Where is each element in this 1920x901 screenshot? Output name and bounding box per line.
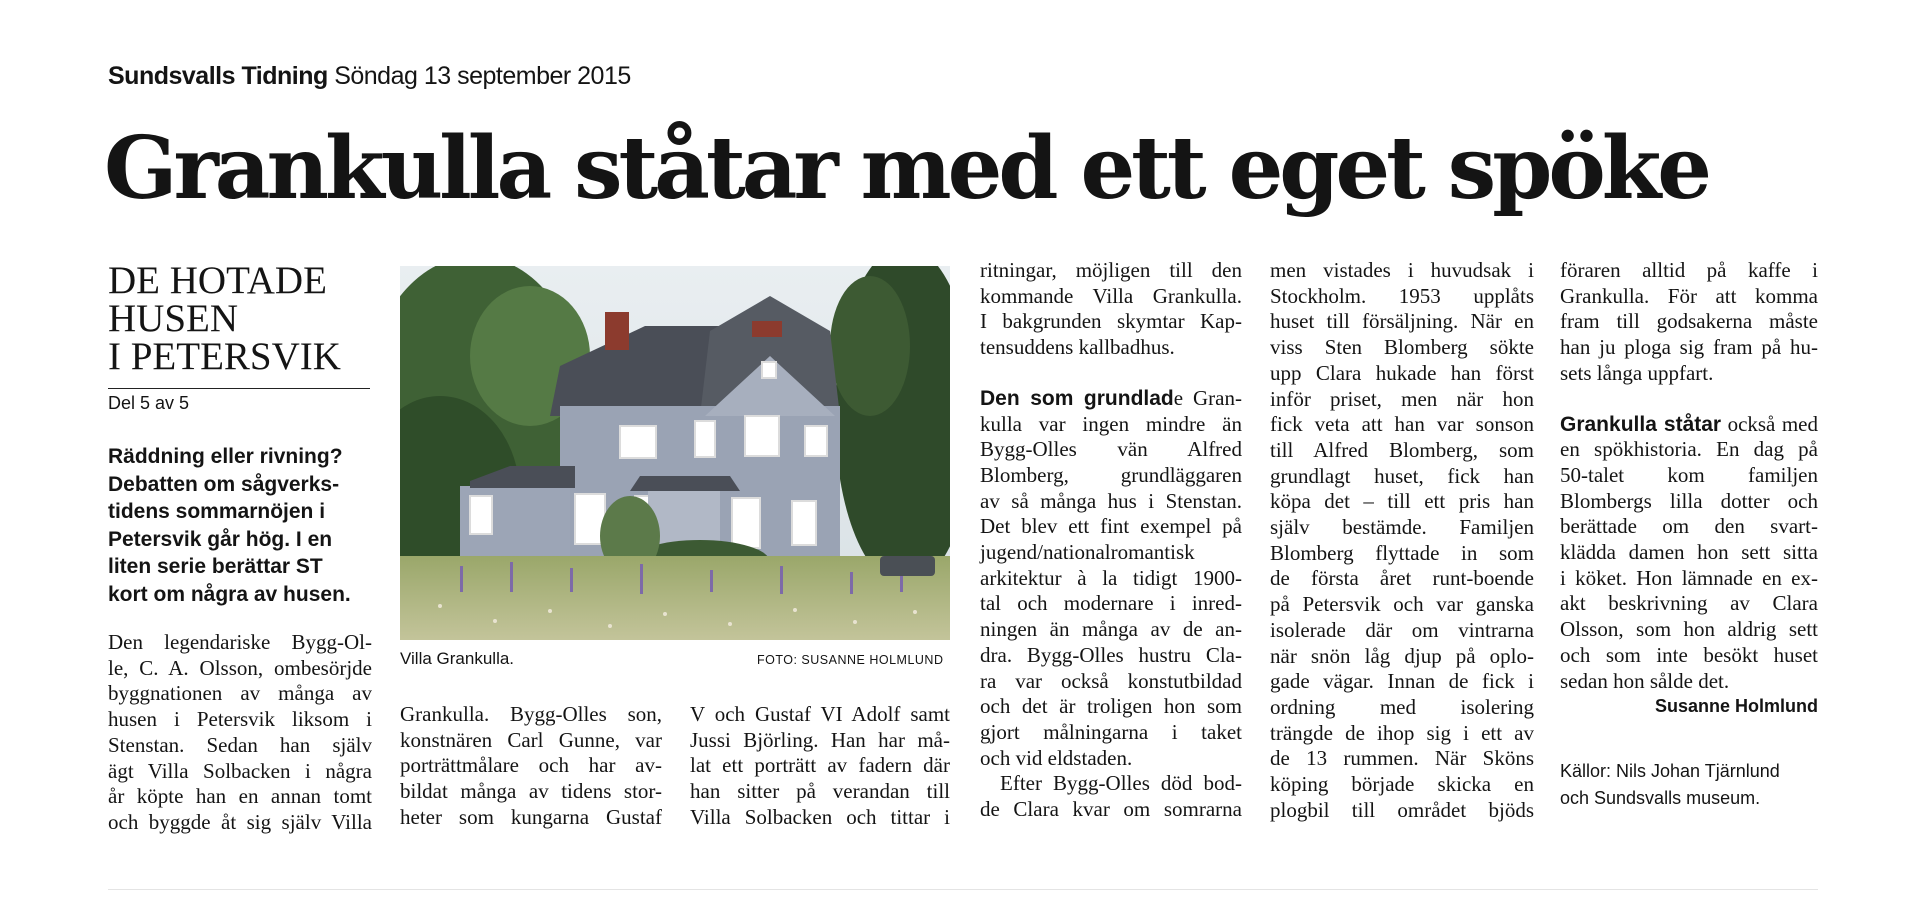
text-line: de 13 rummen. När Sköns <box>1270 746 1534 771</box>
column-4 <box>980 258 1242 823</box>
text-line: Olsson, som hon aldrig sett <box>1560 617 1818 642</box>
photo-credit: FOTO: SUSANNE HOLMLUND <box>757 653 944 667</box>
text-line: ägt Villa Solbacken i några <box>108 758 372 783</box>
paragraph-lead: Grankulla ståtar <box>1560 412 1722 436</box>
text-line: Jussi Björling. Han har må- <box>690 727 950 752</box>
text-line: föraren alltid på kaffe i <box>1560 258 1818 282</box>
masthead <box>108 62 631 91</box>
text-line: Blomberg, grundläggaren <box>980 462 1242 487</box>
series-kicker <box>108 259 370 378</box>
ingress-line: Räddning eller rivning? <box>108 445 343 468</box>
text-line: le, C. A. Olsson, ombesörjde <box>108 655 372 680</box>
text-line: Stockholm. 1953 upplåts <box>1270 283 1534 308</box>
text-line: de Clara kvar om somrarna <box>980 797 1242 822</box>
text-line: byggnationen av många av <box>108 681 372 706</box>
text-line: jugend/nationalromantisk <box>980 540 1195 565</box>
kicker-line: I PETERSVIK <box>108 335 341 378</box>
column-5 <box>1270 258 1534 823</box>
text-line: inför priset, men när hon <box>1270 386 1534 411</box>
column-3 <box>690 702 950 831</box>
text-line: Grankulla ståtar också med <box>1560 411 1818 436</box>
text-line: när snön låg djup på oplo- <box>1270 643 1534 668</box>
ingress <box>108 443 378 608</box>
text-line: ordning med isolering <box>1270 694 1534 719</box>
column-1 <box>108 630 372 836</box>
text-line: arkitektur à la tidigt 1900- <box>980 565 1242 590</box>
series-part: Del 5 av 5 <box>108 393 190 413</box>
text-line: klädda damen hon sett sitta <box>1560 540 1818 565</box>
ingress-line: Debatten om sågverks- <box>108 472 340 496</box>
text-line: huset till försäljning. När en <box>1270 309 1534 334</box>
house-illustration <box>400 266 950 640</box>
text-line: viss Sten Blomberg sökte <box>1270 335 1534 360</box>
text-line: Den som grundlade Gran- <box>980 385 1242 410</box>
text-line: köpa det – till ett pris han <box>1270 489 1534 514</box>
photo-caption: Villa Grankulla. <box>400 649 515 668</box>
text-line: och vid eldstaden. <box>980 745 1133 770</box>
column-6 <box>1560 258 1818 812</box>
villa-grankulla-photo <box>400 266 950 640</box>
text-line: Grankulla. Bygg-Olles son, <box>400 702 662 726</box>
text-line: dra. Bygg-Olles hustru Cla- <box>980 642 1242 667</box>
text-line: gjort målningarna i taket <box>980 719 1242 744</box>
text-line: och byggde åt sig själv Villa <box>108 809 372 834</box>
text-line: 50-talet kom familjen <box>1560 462 1818 487</box>
text-line: Blombergs lilla dotter och <box>1560 488 1818 513</box>
text-line: Grankulla. För att komma <box>1560 283 1818 308</box>
sources-line: och Sundsvalls museum. <box>1560 787 1761 808</box>
text-line: ra var också konstutbildad <box>980 668 1242 693</box>
text-line: och det är troligen hon som <box>980 694 1242 719</box>
text-line: bildat många av tidens stor- <box>400 779 662 804</box>
text-line: ritningar, möjligen till den <box>980 258 1242 282</box>
text-line: till Alfred Blomberg, som <box>1270 437 1534 462</box>
text-line: gade vägar. Innan de fick i <box>1270 669 1534 694</box>
text-line: Den legendariske Bygg-Ol- <box>108 630 372 654</box>
text-line: de första året runt-boende <box>1270 566 1534 591</box>
text-line: år köpte han en annan tomt <box>108 784 372 809</box>
publication-date: Söndag 13 september 2015 <box>334 62 631 90</box>
text-line: grundlagt huset, fick han <box>1270 463 1534 488</box>
text-line: av så många hus i Stenstan. <box>980 488 1242 513</box>
text-line: köping började skicka en <box>1270 772 1534 797</box>
text-line: Stenstan. Sedan han själv <box>108 732 372 757</box>
text-line: isolerade där om vintrarna <box>1270 617 1534 642</box>
text-line: en spökhistoria. En dag på <box>1560 437 1818 462</box>
text-line: tal och modernare i inred- <box>980 591 1242 616</box>
newspaper-name: Sundsvalls Tidning <box>108 62 328 90</box>
text-line: kommande Villa Grankulla. <box>980 283 1242 308</box>
paragraph-lead: Den som grundlad <box>980 386 1174 410</box>
text-line: fram till godsakerna måste <box>1560 309 1818 334</box>
text-line: tensuddens kallbadhus. <box>980 335 1175 360</box>
text-line: själv bestämde. Familjen <box>1270 515 1534 540</box>
text-line: Bygg-Olles vän Alfred <box>980 437 1242 462</box>
bottom-divider <box>108 889 1818 890</box>
text-line: han sitter på verandan till <box>690 779 950 804</box>
text-line: Efter Bygg-Olles död bod- <box>1000 771 1242 796</box>
text-line: i köket. Hon lämnade en ex- <box>1560 565 1818 590</box>
column-2 <box>400 702 662 831</box>
sources-line: Källor: Nils Johan Tjärnlund <box>1560 760 1780 781</box>
headline: Grankulla ståtar med ett eget spöke <box>104 118 1709 219</box>
text-line: heter som kungarna Gustaf <box>400 804 662 829</box>
text-line: Det blev ett fint exempel på <box>980 514 1242 539</box>
text-line: sets långa uppfart. <box>1560 360 1714 385</box>
text-line: och som inte besökt huset <box>1560 642 1818 667</box>
ingress-line: kort om några av husen. <box>108 582 351 606</box>
text-line: husen i Petersvik liksom i <box>108 707 372 732</box>
byline: Susanne Holmlund <box>1654 696 1818 717</box>
text-line: akt beskrivning av Clara <box>1560 591 1818 616</box>
text-line: lat ett porträtt av fadern där <box>690 753 950 778</box>
sources <box>1560 758 1818 812</box>
kicker-line: HUSEN <box>108 297 239 340</box>
text-line: fick veta att han var sonson <box>1270 412 1534 437</box>
kicker-line: DE HOTADE <box>108 259 327 302</box>
text-line: konstnären Carl Gunne, var <box>400 727 662 752</box>
text-line: porträttmålare och har av- <box>400 753 662 778</box>
text-line: plogbil till området bjöds <box>1270 797 1534 822</box>
text-line: upp Clara hukade han först <box>1270 360 1534 385</box>
kicker-divider <box>108 388 370 389</box>
text-line: han ju ploga sig fram på hu- <box>1560 335 1818 360</box>
ingress-line: tidens sommarnöjen i <box>108 500 326 523</box>
text-line: I bakgrunden skymtar Kap- <box>980 309 1242 334</box>
text-line: Blomberg flyttade in som <box>1270 540 1534 565</box>
text-line: Villa Solbacken och tittar i <box>690 804 950 829</box>
text-line: berättade om den svart- <box>1560 514 1818 539</box>
text-line: sedan hon sålde det. <box>1560 668 1730 693</box>
text-line: på Petersvik och var ganska <box>1270 592 1534 617</box>
text-line: men vistades i huvudsak i <box>1270 258 1534 282</box>
text-line: kulla var ingen mindre än <box>980 411 1242 436</box>
text-line: ningen än många av de an- <box>980 617 1242 642</box>
ingress-line: Petersvik går hög. I en <box>108 527 333 551</box>
text-line: trängde de ihop sig i ett av <box>1270 720 1534 745</box>
ingress-line: liten serie berättar ST <box>108 555 323 578</box>
text-line: V och Gustaf VI Adolf samt <box>690 702 950 726</box>
